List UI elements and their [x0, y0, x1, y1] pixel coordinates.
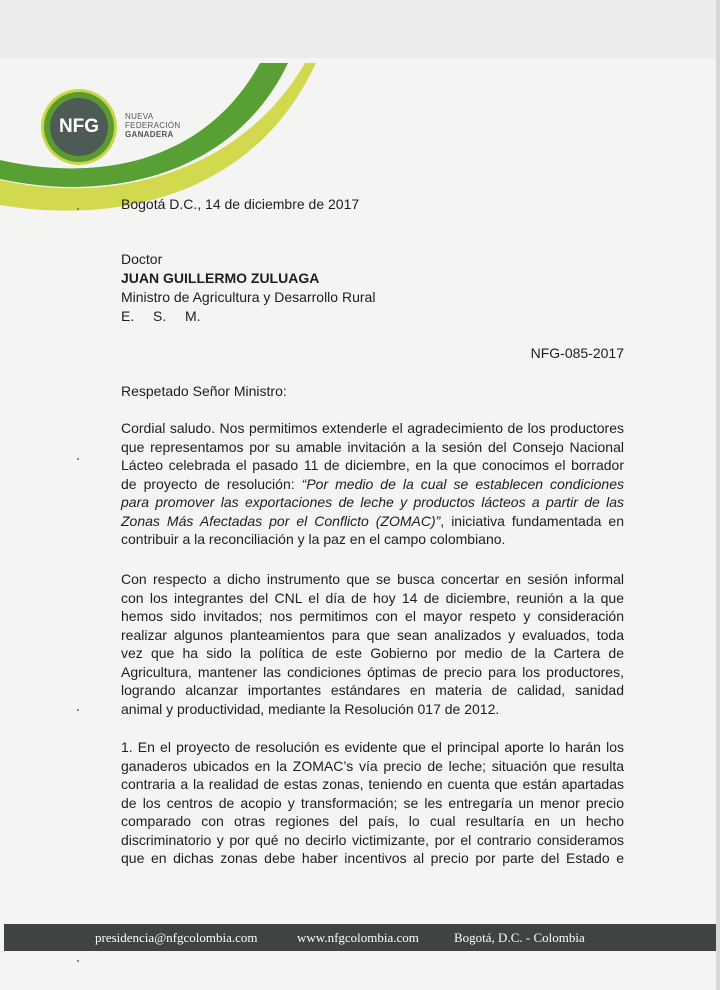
- p2-line: realizar algunos planteamientos para que sean analizados y evaluados, toda: [121, 626, 624, 643]
- reference-number: NFG-085-2017: [530, 345, 624, 361]
- p1-quote-end: Zonas Más Afectadas por el Conflicto (ZOMAC)”: [121, 512, 441, 529]
- p1-line: [121, 512, 624, 531]
- letterhead-footer: [4, 924, 716, 951]
- p2-line: Con respecto a dicho instrumento que se busca concertar en sesión informal: [121, 571, 624, 587]
- p1-quote: “Por medio de la cual se establecen condiciones: [301, 475, 624, 492]
- recipient-name: JUAN GUILLERMO ZULUAGA: [121, 270, 320, 286]
- salutation: Respetado Señor Ministro:: [121, 383, 287, 399]
- p1-text: , iniciativa fundamentada en: [440, 512, 624, 529]
- p2-line: vez que ha sido la política de este Gobierno por medio de la Cartera de: [121, 645, 624, 661]
- p1-line: para promover las exportaciones de leche y productos lácteos a partir de las: [121, 494, 624, 510]
- scan-speck: [77, 960, 79, 962]
- org-line-1: NUEVA: [125, 112, 154, 121]
- nfg-logo: [44, 92, 114, 162]
- p3-line: 1. En el proyecto de resolución es evidente que el principal aporte lo harán los: [121, 739, 624, 755]
- p1-line: [121, 475, 624, 494]
- org-line-2: FEDERACIÓN: [125, 121, 181, 130]
- p3-line: ganaderos ubicados en la ZOMAC’s vía precio de leche; situación que resulta: [121, 757, 624, 774]
- p2-line: con los integrantes del CNL el día de hoy 14 de diciembre, reunión a la que: [121, 589, 624, 606]
- organization-name: [125, 112, 180, 139]
- recipient-role: Ministro de Agricultura y Desarrollo Rural: [121, 289, 376, 305]
- footer-email: presidencia@nfgcolombia.com: [95, 930, 258, 945]
- paragraph-3: [121, 738, 624, 868]
- logo-text: NFG: [50, 98, 108, 156]
- paragraph-2: [121, 570, 624, 718]
- p2-line: hemos sido invitados; nos permitimos con el mayor respeto y consideración: [121, 608, 624, 624]
- esm-e: E.: [121, 308, 135, 324]
- p1-line: Lácteo celebrada el pasado 11 de diciembre, en la que conocimos el borrador: [121, 457, 624, 473]
- p1-line: Cordial saludo. Nos permitimos extenderle el agradecimiento de los productores: [121, 420, 624, 436]
- scan-speck: [77, 208, 79, 210]
- letter-date: Bogotá D.C., 14 de diciembre de 2017: [121, 196, 360, 212]
- scan-right-edge: [716, 0, 720, 990]
- p3-line: comparado con otras regiones del país, lo cual resultaría en un hecho: [121, 813, 624, 829]
- esm-s: S.: [153, 308, 167, 324]
- scan-speck: [77, 709, 79, 711]
- p2-line: Agricultura, mantener las condiciones óptimas de precio para los productores,: [121, 663, 624, 680]
- p2-line: animal y productividad, mediante la Resolución 017 de 2012.: [121, 700, 500, 717]
- scan-top-margin: [0, 0, 720, 58]
- p1-line: que representamos por su amable invitación a la sesión del Consejo Nacional: [121, 438, 624, 455]
- p2-line: logrando alcanzar importantes estándares en materia de calidad, sanidad: [121, 682, 624, 698]
- p3-line: contraria a la realidad de estas zonas, teniendo en cuenta que están apartadas: [121, 776, 624, 792]
- footer-website: www.nfgcolombia.com: [297, 930, 419, 945]
- recipient-title: Doctor: [121, 251, 163, 267]
- scan-speck: [77, 458, 79, 460]
- p3-line: discriminatorio y por qué no decirlo victimizante, por el contrario consideramos: [121, 831, 624, 848]
- p1-line: contribuir a la reconciliación y la paz en el campo colombiano.: [121, 531, 506, 547]
- p3-line: que en dichas zonas debe haber incentivos al precio por parte del Estado e: [121, 850, 624, 866]
- footer-city: Bogotá, D.C. - Colombia: [454, 930, 585, 945]
- esm-m: M.: [185, 308, 201, 324]
- paragraph-1: [121, 419, 624, 549]
- p3-line: de los centros de acopio y transformación; se les entregaría un menor precio: [121, 794, 624, 811]
- org-line-3: GANADERA: [125, 130, 174, 139]
- p1-text: de proyecto de resolución:: [121, 475, 295, 492]
- esm-abbreviation: [121, 307, 217, 326]
